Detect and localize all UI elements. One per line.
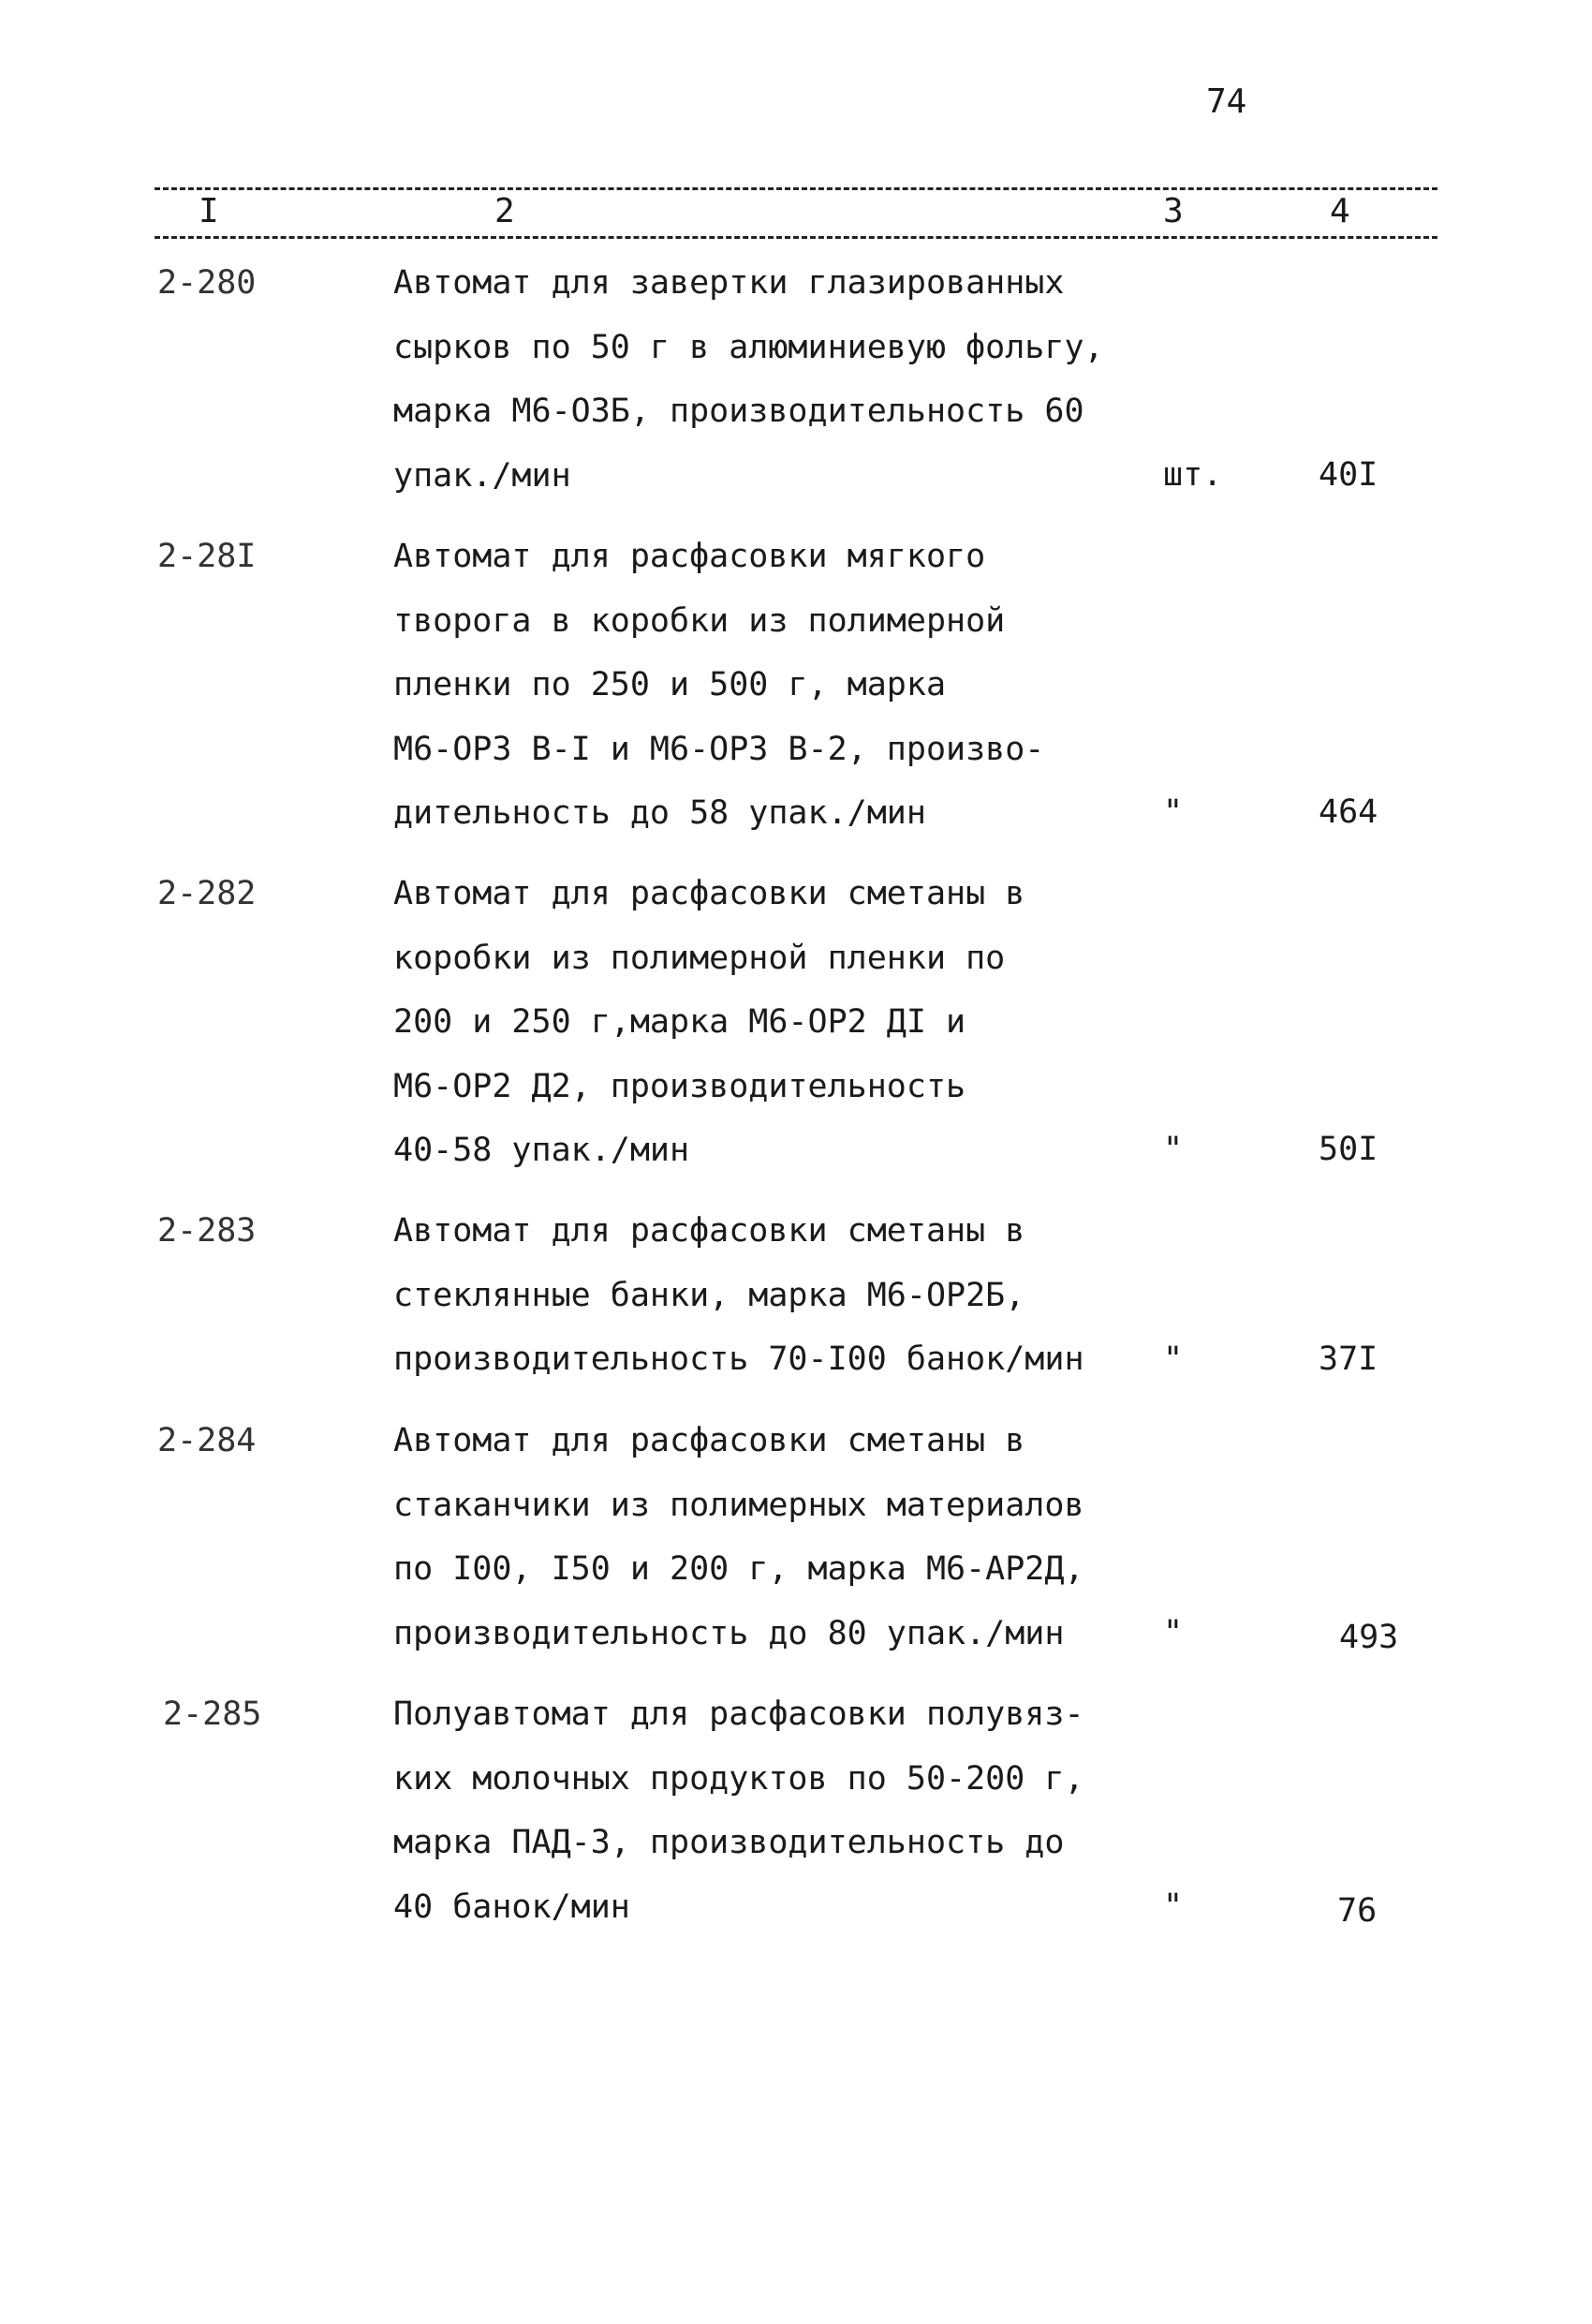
item-description [393,1409,1142,1665]
item-unit: " [1163,1887,1184,1925]
description-line: стаканчики из полимерных материалов [393,1486,1084,1524]
description-line: стеклянные банки, марка М6-ОР2Б, [393,1276,1025,1314]
description-line: коробки из полимерной пленки по [393,939,1006,977]
item-description [393,1199,1142,1392]
item-unit: " [1163,1131,1184,1168]
column-header-1: I [199,192,219,230]
description-line: Полуавтомат для расфасовки полувяз- [393,1695,1084,1733]
description-line: М6-ОР2 Д2, производительность [393,1067,966,1105]
item-code: 2-284 [157,1422,257,1459]
page-number: 74 [1206,82,1247,121]
description-line: Автомат для расфасовки мягкого [393,538,986,575]
item-code: 2-282 [157,875,257,912]
description-line: 40-58 упак./мин [393,1132,690,1169]
description-line: производительность 70-I00 банок/мин [393,1340,1084,1378]
description-line: Автомат для завертки глазированных [393,264,1065,302]
description-line: Автомат для расфасовки сметаны в [393,1422,1025,1459]
description-line: 200 и 250 г,марка М6-ОР2 ДI и [393,1003,966,1041]
description-line: дительность до 58 упак./мин [393,794,926,832]
item-code: 2-280 [157,264,257,302]
description-line: производительность до 80 упак./мин [393,1614,1065,1652]
item-value: 76 [1337,1892,1378,1930]
description-line: по I00, I50 и 200 г, марка М6-АР2Д, [393,1550,1084,1588]
item-description [393,1682,1142,1939]
item-unit: " [1163,1340,1184,1378]
description-line: 40 банок/мин [393,1887,630,1926]
description-line: Автомат для расфасовки сметаны в [393,875,1025,912]
item-code: 2-283 [157,1212,257,1250]
description-line: упак./мин [393,456,571,495]
header-rule-bottom [155,236,1437,239]
column-header-2: 2 [494,192,515,230]
description-line: М6-ОРЗ В-I и М6-ОРЗ В-2, произво- [393,730,1045,768]
description-line: Автомат для расфасовки сметаны в [393,1212,1025,1250]
description-line: марка ПАД-3, производительность до [393,1824,1065,1861]
item-unit: " [1163,1614,1184,1651]
item-value: 37I [1319,1340,1378,1378]
item-value: 493 [1339,1619,1399,1656]
header-rule-top [155,187,1437,190]
description-line: творога в коробки из полимерной [393,601,1006,640]
item-description [393,525,1142,846]
item-description [393,862,1142,1183]
item-description [393,251,1142,508]
description-line: сырков по 50 г в алюминиевую фольгу, [393,328,1104,366]
item-code: 2-285 [163,1695,262,1733]
description-line: ких молочных продуктов по 50-200 г, [393,1759,1084,1798]
description-line: пленки по 250 и 500 г, марка [393,666,947,703]
item-unit: " [1163,793,1184,831]
item-unit: шт. [1163,456,1223,494]
column-header-3: 3 [1163,192,1184,230]
item-value: 40I [1319,456,1378,494]
item-value: 50I [1319,1131,1378,1168]
column-header-4: 4 [1330,192,1350,230]
item-code: 2-28I [157,538,257,575]
description-line: марка М6-ОЗБ, производительность 60 [393,392,1084,430]
item-value: 464 [1319,793,1378,831]
